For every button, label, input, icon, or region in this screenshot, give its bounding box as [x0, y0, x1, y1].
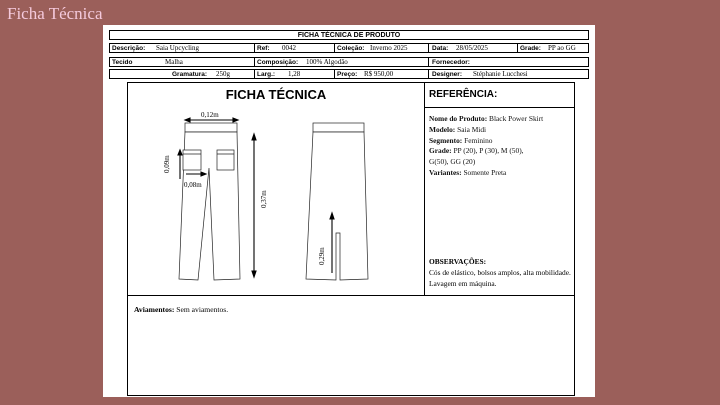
front-waistband [185, 123, 237, 132]
header-row-3 [109, 69, 589, 79]
gramatura-label: Gramatura: [172, 71, 208, 78]
segmento-value: Feminino [464, 135, 493, 145]
modelo-value: Saia Midi [457, 124, 487, 134]
data-label: Data: [432, 45, 449, 52]
designer-label: Designer: [432, 71, 462, 78]
observacoes-label: OBSERVAÇÕES: [429, 257, 487, 266]
descricao-label: Descrição: [112, 45, 146, 52]
ref-value: 0042 [282, 44, 296, 52]
preco-value: R$ 950,00 [364, 70, 394, 78]
gramatura-value: 250g [216, 70, 230, 78]
tecido-label: Tecido [112, 59, 133, 66]
largura-label: Larg.: [257, 71, 276, 78]
modelo-label: Modelo: [429, 124, 456, 134]
designer-value: Stéphanie Lucchesi [473, 70, 528, 78]
observacoes-text: Cós de elástico, bolsos amplos, alta mobilidade. Lavagem em máquina. [429, 267, 571, 288]
tech-title: FICHA TÉCNICA [225, 87, 327, 102]
grade-info-line1: PP (20), P (30), M (50), [453, 146, 524, 156]
composicao-value: 100% Algodão [306, 58, 348, 66]
aviamentos-block [134, 305, 228, 314]
fornecedor-label: Fornecedor: [432, 59, 470, 66]
aviamentos-value: Sem aviamentos. [176, 305, 229, 314]
preco-label: Preço: [337, 71, 358, 78]
grade-info-line2: G(50), GG (20) [429, 157, 476, 167]
ref-label: Ref: [257, 45, 270, 52]
largura-value: 1,28 [288, 70, 301, 78]
aviamentos-label: Aviamentos: [134, 305, 175, 314]
pocket-width-dim: 0,08m [184, 181, 202, 189]
nome-label: Nome do Produto: [429, 114, 488, 123]
back-skirt-body [306, 132, 368, 280]
pocket-height-dim: 0,09m [163, 155, 171, 173]
data-value: 28/05/2025 [456, 44, 488, 52]
grade-label: Grade: [520, 45, 541, 52]
tech-sheet [103, 25, 595, 397]
front-right-pocket [217, 150, 234, 170]
observacoes-block [429, 257, 571, 289]
segmento-label: Segmento: [429, 135, 463, 145]
tecido-value: Malha [165, 58, 183, 66]
sheet-header-title: FICHA TÉCNICA DE PRODUTO [109, 30, 589, 40]
header-row-2 [109, 57, 589, 67]
slit-dim: 0,29m [318, 247, 326, 265]
grade-value: PP ao GG [548, 44, 576, 52]
tech-drawing-box [127, 82, 575, 396]
header-row-1 [109, 43, 589, 53]
ref-title: REFERÊNCIA: [429, 89, 498, 100]
reference-info [429, 114, 574, 179]
composicao-label: Composição: [257, 59, 299, 66]
variantes-value: Somente Preta [463, 167, 507, 177]
nome-value: Black Power Skirt [489, 114, 544, 123]
waist-dim: 0,12m [201, 111, 219, 119]
slide-title: Ficha Técnica [7, 4, 103, 23]
variantes-label: Variantes: [429, 167, 462, 177]
back-waistband [313, 123, 364, 132]
colecao-value: Inverno 2025 [370, 44, 408, 52]
colecao-label: Coleção: [337, 45, 365, 52]
descricao-value: Saia Upcycling [156, 44, 199, 52]
garment-technical-drawing [128, 83, 424, 295]
front-left-pocket [183, 150, 201, 170]
length-dim: 0,37m [260, 190, 268, 208]
grade-info-label: Grade: [429, 146, 452, 156]
